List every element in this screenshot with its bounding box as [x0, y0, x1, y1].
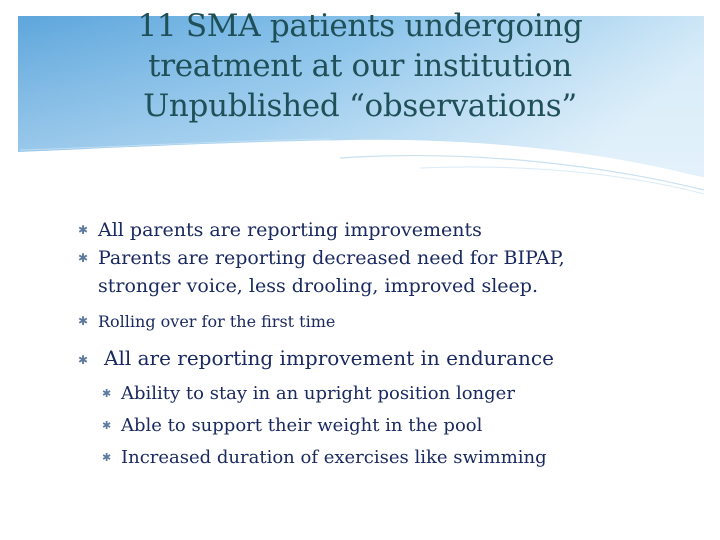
title-line: treatment at our institution — [148, 48, 572, 84]
bullet-item — [78, 216, 698, 244]
bullet-item — [78, 244, 698, 272]
sub-bullet-item — [78, 442, 698, 474]
bullet-continuation — [78, 272, 698, 300]
bullet-text: Parents are reporting decreased need for BIPAP, — [98, 247, 565, 269]
asterisk-bullet-icon: ✱ — [78, 314, 89, 328]
bullet-list — [78, 216, 698, 474]
sub-bullet-item — [78, 410, 698, 442]
bullet-item — [78, 308, 698, 336]
bullet-text: All parents are reporting improvements — [98, 219, 482, 241]
asterisk-bullet-icon: ✱ — [78, 223, 89, 237]
bullet-text: stronger voice, less drooling, improved sleep. — [98, 275, 538, 297]
slide-title — [60, 6, 660, 126]
asterisk-bullet-icon: ✱ — [102, 419, 112, 432]
sub-bullet-text: Ability to stay in an upright position longer — [121, 383, 515, 404]
bullet-text: Rolling over for the first time — [98, 312, 336, 331]
title-line: 11 SMA patients undergoing — [137, 8, 583, 44]
title-line: Unpublished “observations” — [143, 88, 577, 124]
sub-bullet-list — [78, 378, 698, 474]
sub-bullet-text: Increased duration of exercises like swimming — [121, 447, 547, 468]
bullet-item — [78, 344, 698, 372]
sub-bullet-text: Able to support their weight in the pool — [121, 415, 483, 436]
asterisk-bullet-icon: ✱ — [102, 451, 112, 464]
asterisk-bullet-icon: ✱ — [102, 387, 112, 400]
sub-bullet-item — [78, 378, 698, 410]
asterisk-bullet-icon: ✱ — [78, 353, 89, 367]
asterisk-bullet-icon: ✱ — [78, 251, 89, 265]
bullet-text: All are reporting improvement in endurance — [104, 346, 554, 370]
